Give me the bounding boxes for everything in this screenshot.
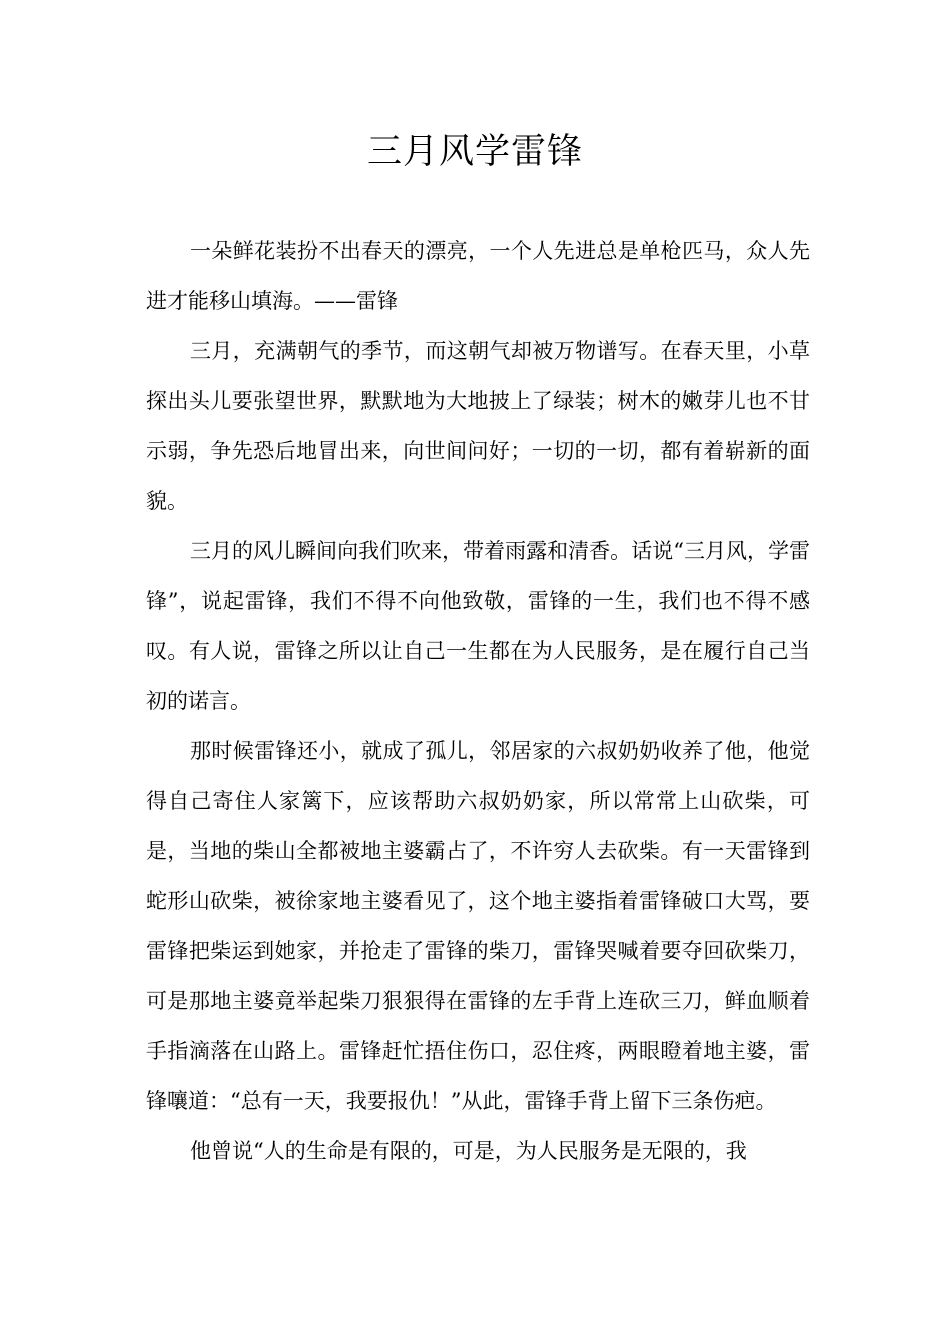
paragraph-saying: 他曾说“人的生命是有限的，可是，为人民服务是无限的，我: [190, 1139, 747, 1163]
paragraph-childhood: 那时候雷锋还小，就成了孤儿，邻居家的六叔奶奶收养了他，他觉得自己寄住人家篱下，应该帮助六叔奶奶家，所以常常上山砍柴，可是，当地的柴山全都被地主婆霸占了，不许穷人去砍柴。有一天雷锋到蛇形山砍柴，被徐家地主婆看见了，这个地主婆指着雷锋破口大骂，要雷锋把柴运到她家，并抢走了雷锋的柴刀，雷锋哭喊着要夺回砍柴刀，可是那地主婆竟举起柴刀狠狠得在雷锋的左手背上连砍三刀，鲜血顺着手指滴落在山路上。雷锋赶忙捂住伤口，忍住疼，两眼瞪着地主婆，雷锋嚷道：“总有一天，我要报仇！”从此，雷锋手背上留下三条伤疤。: [146, 739, 810, 1113]
paragraph-spring: 三月，充满朝气的季节，而这朝气却被万物谱写。在春天里，小草探出头儿要张望世界，默默地为大地披上了绿装；树木的嫩芽儿也不甘示弱，争先恐后地冒出来，向世间问好；一切的一切，都有着崭新的面貌。: [146, 339, 810, 513]
paragraph-quote: 一朵鲜花装扮不出春天的漂亮，一个人先进总是单枪匹马，众人先进才能移山填海。——雷锋: [146, 239, 810, 313]
document-title: 三月风学雷锋: [366, 132, 583, 172]
document-body: [146, 226, 810, 1176]
paragraph-march-wind: 三月的风儿瞬间向我们吹来，带着雨露和清香。话说“三月风，学雷锋”，说起雷锋，我们不得不向他致敬，雷锋的一生，我们也不得不感叹。有人说，雷锋之所以让自己一生都在为人民服务，是在履行自己当初的诺言。: [146, 539, 810, 713]
